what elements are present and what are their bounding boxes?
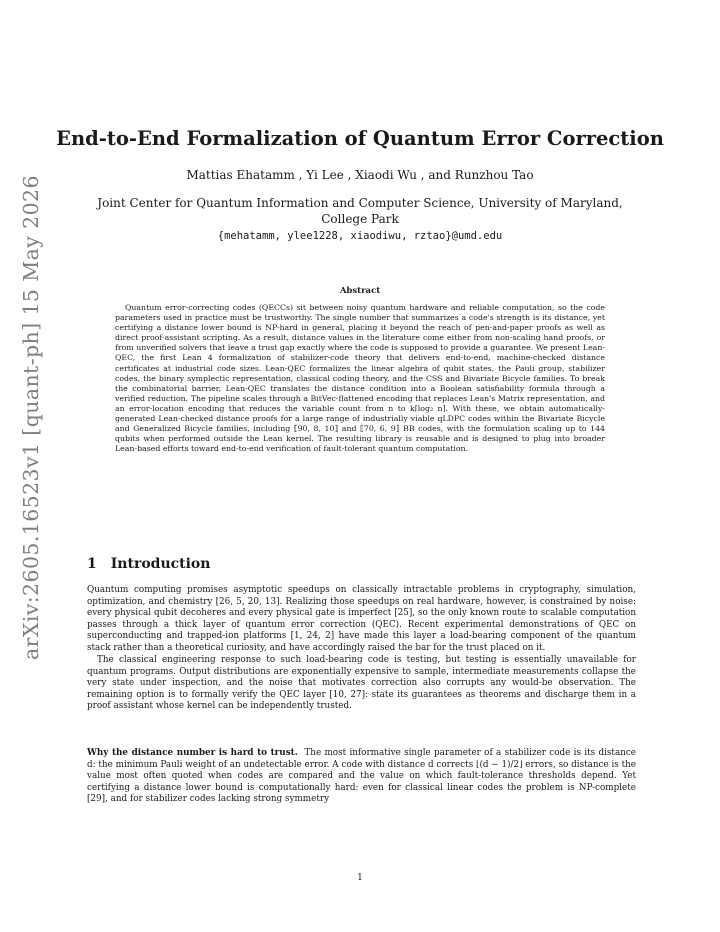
paragraph-intro-1: Quantum computing promises asymptotic speedups on classically intractable problems in cryptography, simulation, optimization, and chemistry [26, 5, 20, 13]. Realizing those speedups on real hardware, however, is constrained by noise: every physical qubit decoheres and every physical gate is imperfect [25], so the only known route to scalable computation passes through a thick layer of quantum error correction (QEC). Recent experimental demonstrations of QEC on superconducting and trapped-ion platforms [1, 24, 2] have made this layer a load-bearing component of the quantum stack rather than a theoretical curiosity, and have accordingly raised the bar for the trust placed on it. xyxy=(87,585,636,653)
author-emails: {mehatamm, ylee1228, xiaodiwu, rztao}@umd.edu xyxy=(217,230,503,242)
section-title: Introduction xyxy=(110,556,211,572)
affiliation: Joint Center for Quantum Information and Computer Science, University of Maryland, College Park xyxy=(97,196,623,226)
paragraph-intro-3 xyxy=(87,748,636,806)
page-number: 1 xyxy=(357,873,363,883)
arxiv-identifier: arXiv:2605.16523v1 [quant-ph] 15 May 2026 xyxy=(19,175,43,660)
paragraph-run-in-heading: Why the distance number is hard to trust. xyxy=(87,748,298,758)
abstract-heading: Abstract xyxy=(339,286,381,296)
section-number: 1 xyxy=(87,556,97,572)
paper-title: End-to-End Formalization of Quantum Error Correction xyxy=(56,127,664,150)
paragraph-body: The most informative single parameter of a stabilizer code is its distance d: the minimum Pauli weight of an undetectable error. A code with distance d corrects ⌊(d − 1)/2⌋ errors, so distance is the value most often quoted when codes are compared and the value on which fault-tolerance thresholds depend. Yet certifying a distance lower bound is computationally hard: even for classical linear codes the problem is NP-complete [29], and for stabilizer codes lacking strong symmetry xyxy=(87,748,637,805)
abstract-text: Quantum error-correcting codes (QECCs) sit between noisy quantum hardware and reliable computation, so the code parameters used in practice must be trustworthy. The single number that summarizes a code's strength is its distance, yet certifying a distance lower bound is NP-hard in general, placing it beyond the reach of pen-and-paper proofs as well as direct proof-assistant scripting. As a result, distance values in the literature come either from non-scaling hand proofs, or from unverified solvers that leave a trust gap exactly where the code is supposed to provide a guarantee. We present Lean-QEC, the first Lean 4 formalization of stabilizer-code theory that delivers end-to-end, machine-checked distance certificates at industrial code sizes. Lean-QEC formalizes the linear algebra of qubit states, the Pauli group, stabilizer codes, the binary symplectic representation, classical coding theory, and the CSS and Bivariate Bicycle families. To break the combinatorial barrier, Lean-QEC translates the distance condition into a Boolean satisfiability formula through a verified reduction. The pipeline scales through a BitVec-flattened encoding that replaces Lean's Matrix representation, and an error-location encoding that reduces the variable count from n to k⌈log₂ n⌉. With these, we obtain automatically-generated Lean-checked distance proofs for a large range of industrially viable qLDPC codes within the Bivariate Bicycle and Generalized Bicycle families, including ⟦90, 8, 10⟧ and ⟦70, 6, 9⟧ BB codes, with the formulation scaling up to 144 qubits when performed outside the Lean kernel. The resulting library is reusable and is designed to plug into broader Lean-based efforts toward end-to-end verification of fault-tolerant quantum computation. xyxy=(115,303,605,454)
author-list: Mattias Ehatamm , Yi Lee , Xiaodi Wu , and Runzhou Tao xyxy=(186,168,534,182)
paragraph-intro-2: The classical engineering response to such load-bearing code is testing, but testing is essentially unavailable for quantum programs. Output distributions are exponentially expensive to sample, intermediate measurements collapse the very state under inspection, and the noise that motivates correction also corrupts any would-be observation. The remaining option is to formally verify the QEC layer [10, 27]: state its guarantees as theorems and discharge them in a proof assistant whose kernel can be independently trusted. xyxy=(87,655,636,712)
section-heading xyxy=(87,556,210,572)
